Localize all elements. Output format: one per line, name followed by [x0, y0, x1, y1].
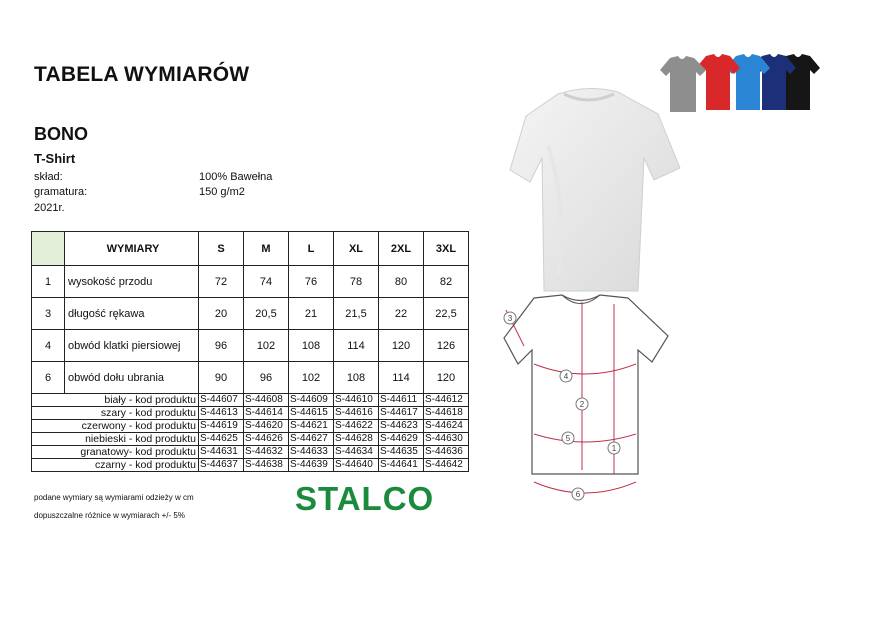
product-code: S-44621 [289, 420, 334, 433]
header-cell [32, 232, 65, 266]
product-type: T-Shirt [34, 151, 76, 166]
header-cell: XL [334, 232, 379, 266]
code-label: granatowy- kod produktu [32, 446, 199, 459]
size-table [31, 231, 469, 472]
product-code: S-44607 [199, 394, 244, 407]
measure-value: 82 [424, 266, 469, 298]
note-tolerance: dopuszczalne różnice w wymiarach +/- 5% [34, 511, 185, 520]
product-code: S-44641 [379, 459, 424, 472]
product-code: S-44611 [379, 394, 424, 407]
spec-label-composition: skład: [34, 171, 63, 183]
code-label: niebieski - kod produktu [32, 433, 199, 446]
measurement-diagram [496, 292, 676, 502]
stalco-logo [295, 479, 457, 517]
header-cell: M [244, 232, 289, 266]
product-code: S-44620 [244, 420, 289, 433]
spec-value-weight: 150 g/m2 [199, 186, 245, 198]
product-code: S-44627 [289, 433, 334, 446]
product-code: S-44617 [379, 407, 424, 420]
code-row [32, 446, 469, 459]
table-row [32, 298, 469, 330]
measure-value: 74 [244, 266, 289, 298]
table-row [32, 266, 469, 298]
product-code: S-44631 [199, 446, 244, 459]
header-cell: WYMIARY [65, 232, 199, 266]
product-code: S-44632 [244, 446, 289, 459]
product-code: S-44633 [289, 446, 334, 459]
product-code: S-44615 [289, 407, 334, 420]
product-code: S-44614 [244, 407, 289, 420]
product-code: S-44640 [334, 459, 379, 472]
measure-value: 80 [379, 266, 424, 298]
product-code: S-44616 [334, 407, 379, 420]
diagram-label: 3 [507, 314, 513, 323]
code-label: biały - kod produktu [32, 394, 199, 407]
table-row [32, 362, 469, 394]
spec-year: 2021r. [34, 202, 65, 214]
table-header-row [32, 232, 469, 266]
page-title: TABELA WYMIARÓW [34, 63, 250, 86]
diagram-label: 1 [611, 444, 617, 453]
product-code: S-44634 [334, 446, 379, 459]
measure-value: 78 [334, 266, 379, 298]
product-code: S-44636 [424, 446, 469, 459]
measure-value: 108 [289, 330, 334, 362]
diagram-label: 2 [579, 400, 585, 409]
stalco-logo-text: STALCO [295, 480, 435, 517]
product-code: S-44628 [334, 433, 379, 446]
code-row [32, 420, 469, 433]
product-code: S-44629 [379, 433, 424, 446]
code-row [32, 433, 469, 446]
header-cell: S [199, 232, 244, 266]
spec-label-weight: gramatura: [34, 186, 88, 198]
product-code: S-44623 [379, 420, 424, 433]
measure-number: 3 [32, 298, 65, 330]
measure-value: 114 [334, 330, 379, 362]
measure-value: 126 [424, 330, 469, 362]
measure-value: 102 [289, 362, 334, 394]
measure-number: 1 [32, 266, 65, 298]
product-code: S-44622 [334, 420, 379, 433]
header-cell: 2XL [379, 232, 424, 266]
diagram-label: 4 [563, 372, 569, 381]
measure-value: 108 [334, 362, 379, 394]
measure-name: obwód dołu ubrania [65, 362, 199, 394]
product-code: S-44625 [199, 433, 244, 446]
table-row [32, 330, 469, 362]
header-cell: L [289, 232, 334, 266]
product-code: S-44624 [424, 420, 469, 433]
measure-number: 4 [32, 330, 65, 362]
code-label: czerwony - kod produktu [32, 420, 199, 433]
product-code: S-44618 [424, 407, 469, 420]
diagram-label: 5 [565, 434, 571, 443]
product-code: S-44642 [424, 459, 469, 472]
measure-value: 22 [379, 298, 424, 330]
measure-value: 120 [379, 330, 424, 362]
product-code: S-44638 [244, 459, 289, 472]
measure-value: 96 [244, 362, 289, 394]
measure-value: 20 [199, 298, 244, 330]
measure-number: 6 [32, 362, 65, 394]
code-label: czarny - kod produktu [32, 459, 199, 472]
product-code: S-44609 [289, 394, 334, 407]
code-row [32, 407, 469, 420]
measure-value: 114 [379, 362, 424, 394]
product-code: S-44626 [244, 433, 289, 446]
measure-value: 22,5 [424, 298, 469, 330]
product-code: S-44612 [424, 394, 469, 407]
measure-value: 102 [244, 330, 289, 362]
measure-name: obwód klatki piersiowej [65, 330, 199, 362]
shirt-red-icon [696, 54, 740, 110]
white-tshirt-image [508, 86, 690, 296]
product-code: S-44637 [199, 459, 244, 472]
measure-value: 72 [199, 266, 244, 298]
measure-value: 90 [199, 362, 244, 394]
product-code: S-44613 [199, 407, 244, 420]
measure-value: 20,5 [244, 298, 289, 330]
product-model: BONO [34, 124, 88, 144]
measure-value: 21,5 [334, 298, 379, 330]
measure-value: 21 [289, 298, 334, 330]
spec-value-composition: 100% Bawełna [199, 171, 273, 183]
product-code: S-44608 [244, 394, 289, 407]
measure-name: wysokość przodu [65, 266, 199, 298]
product-code: S-44635 [379, 446, 424, 459]
code-row [32, 394, 469, 407]
code-label: szary - kod produktu [32, 407, 199, 420]
header-cell: 3XL [424, 232, 469, 266]
note-dimensions: podane wymiary są wymiarami odzieży w cm [34, 493, 194, 502]
diagram-label: 6 [575, 490, 581, 499]
measure-value: 96 [199, 330, 244, 362]
measure-name: długość rękawa [65, 298, 199, 330]
product-code: S-44610 [334, 394, 379, 407]
product-code: S-44639 [289, 459, 334, 472]
measure-value: 76 [289, 266, 334, 298]
code-row [32, 459, 469, 472]
measure-value: 120 [424, 362, 469, 394]
product-code: S-44619 [199, 420, 244, 433]
product-code: S-44630 [424, 433, 469, 446]
